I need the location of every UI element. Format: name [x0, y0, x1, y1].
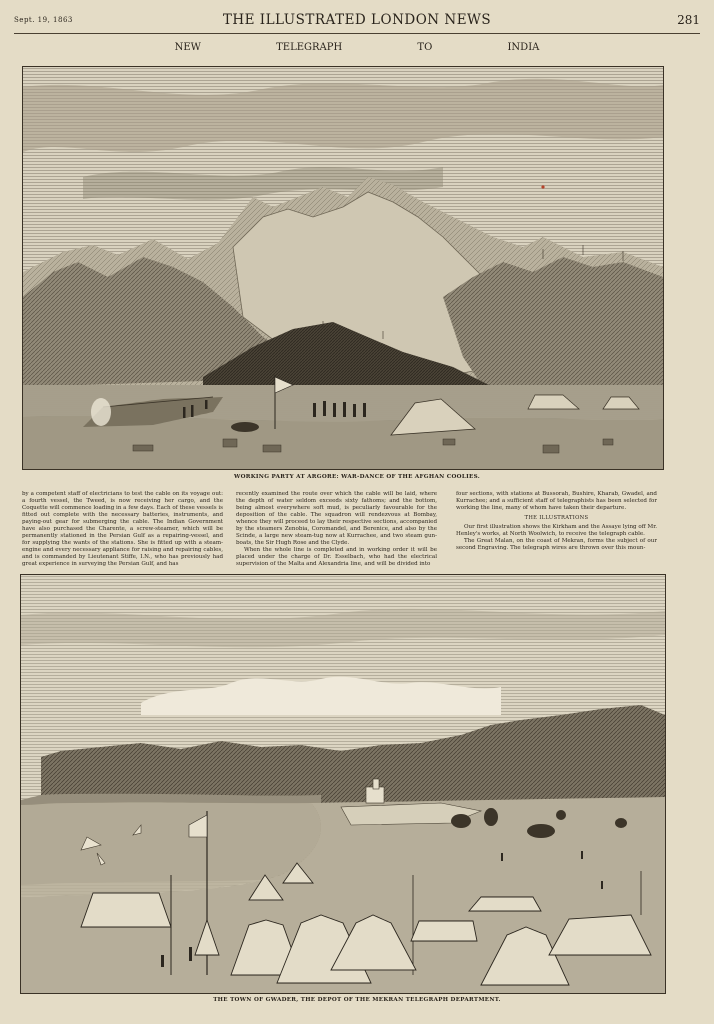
article-column-3 — [456, 491, 657, 569]
engraving-working-party — [22, 66, 664, 470]
page-header — [14, 12, 700, 30]
series-title-word: TELEGRAPH — [276, 42, 343, 53]
series-title-word: TO — [417, 42, 433, 53]
engraving-town-of-gwader — [20, 574, 666, 994]
newspaper-title: THE ILLUSTRATED LONDON NEWS — [222, 12, 492, 28]
engraving-mountain-camp-scene — [23, 67, 663, 469]
article-paragraph: by a competent staff of electricians to test the cable on its voyage out: a fourth vessel, the Tweed, is now receiving her cargo, and the Coquette will commence loading in a few days. Each of these vessels is fitted out complete with the necessary batteries, instruments, and paying-out gear for submerging the cable. The Indian Government have also purchased the Charente, a screw-steamer, which will be permanently stationed in the Persian Gulf as a repairing-vessel, and for supplying the wants of the stations. She is fitted up with a steam-engine and every necessary appliance for raising and repairing cables, and is commanded by Lieutenant Stiffe, I.N., who has previously had great experience in surveying the Persian Gulf, and has — [22, 491, 223, 568]
article-paragraph: four sections, with stations at Bussorah, Bushire, Kharab, Gwadel, and Kurrachee; and a sufficient staff of telegraphists has been selected for working the line, many of whom have taken their departure. — [456, 491, 657, 512]
article-paragraph: The Great Malan, on the coast of Mekran, forms the subject of our second Engraving. The telegraph wires are thrown over this moun- — [456, 538, 657, 552]
issue-date: Sept. 19, 1863 — [14, 16, 73, 24]
article-paragraph: When the whole line is completed and in working order it will be placed under the charge of Dr. Esselbach, who had the electrical supervision of the Malta and Alexandria line, and will be divided into — [236, 547, 437, 568]
series-title-word: INDIA — [507, 42, 540, 53]
caption-town-of-gwader: THE TOWN OF GWADER, THE DEPOT OF THE MEKRAN TELEGRAPH DEPARTMENT. — [213, 997, 501, 1003]
illustrations-heading: THE ILLUSTRATIONS — [524, 515, 589, 522]
series-title — [20, 42, 694, 56]
engraving-harbour-camp-scene — [21, 575, 665, 993]
article-column-1 — [22, 491, 223, 569]
caption-working-party: WORKING PARTY AT ARGORE: WAR-DANCE OF THE AFGHAN COOLIES. — [234, 474, 480, 480]
header-rule — [14, 33, 700, 34]
article-paragraph: recently examined the route over which the cable will be laid, where the depth of water seldom exceeds sixty fathoms; and the bottom, being almost everywhere soft mud, is peculiarly favourable for the deposition of the cable. The squadron will rendezvous at Bombay, whence they will proceed to lay their respective sections, accompanied by the steamers Zenobia, Coromandel, and Berenice, and also by the Scinde, a large new steam-tug now at Kurrachee, and two steam gun-boats, the Sir Hugh Rose and the Clyde. — [236, 491, 437, 547]
series-title-word: NEW — [174, 42, 201, 53]
article-column-2 — [236, 491, 437, 569]
page-number: 281 — [677, 13, 700, 27]
article-paragraph: Our first illustration shows the Kirkham and the Assaye lying off Mr. Henley's works, at North Woolwich, to receive the telegraph cable. — [456, 524, 657, 538]
